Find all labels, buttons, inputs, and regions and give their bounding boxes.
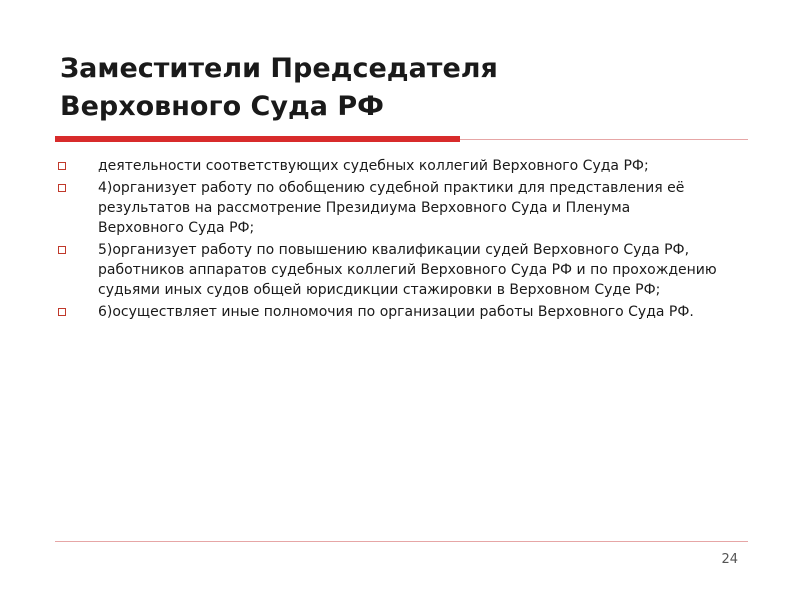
bullet-item — [58, 156, 718, 176]
slide-title-line-1: Заместители Председателя — [60, 53, 498, 84]
square-bullet-icon — [58, 184, 66, 192]
bullet-text: деятельности соответствующих судебных коллегий Верховного Суда РФ; — [98, 158, 649, 174]
bullet-text: 6)осуществляет иные полномочия по организации работы Верховного Суда РФ. — [98, 304, 694, 320]
bullet-list — [58, 156, 718, 324]
bullet-item — [58, 178, 718, 238]
slide-title-line-2: Верховного Суда РФ — [60, 91, 384, 122]
bullet-text: 5)организует работу по повышению квалификации судей Верховного Суда РФ, работников аппаратов судебных коллегий Верховного Суда РФ и по прохождению судьями иных судов общей юрисдикции стажировки в Верховном Суде РФ; — [98, 242, 717, 298]
square-bullet-icon — [58, 246, 66, 254]
square-bullet-icon — [58, 162, 66, 170]
title-underline-accent — [55, 136, 460, 142]
bullet-item — [58, 240, 718, 300]
bullet-text: 4)организует работу по обобщению судебной практики для представления её результатов на рассмотрение Президиума Верховного Суда и Пленума Верховного Суда РФ; — [98, 180, 685, 236]
footer-divider — [55, 541, 748, 542]
square-bullet-icon — [58, 308, 66, 316]
page-number: 24 — [721, 552, 738, 567]
bullet-item — [58, 302, 718, 322]
slide-title — [60, 50, 740, 126]
